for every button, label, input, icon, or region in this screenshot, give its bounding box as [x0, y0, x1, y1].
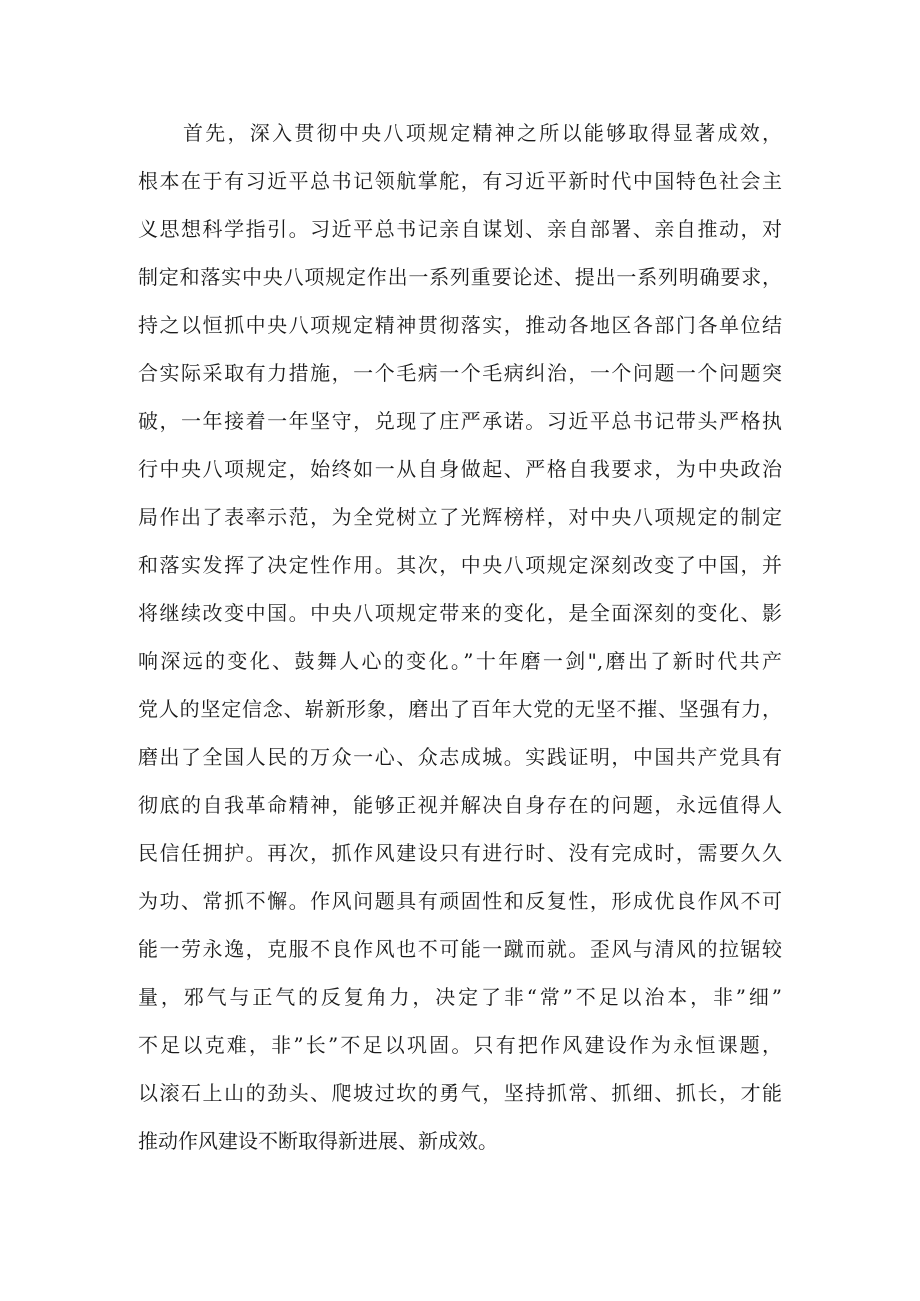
- paragraph-line: 响深远的变化、鼓舞人心的变化。”十年磨一剑",磨出了新时代共产: [138, 649, 782, 673]
- paragraph-line: 量，邪气与正气的反复角力，决定了非“常”不足以治本，非”细”: [138, 985, 782, 1009]
- paragraph-line: 磨出了全国人民的万众一心、众志成城。实践证明，中国共产党具有: [138, 745, 782, 769]
- paragraph-line: 和落实发挥了决定性作用。其次，中央八项规定深刻改变了中国，并: [138, 553, 782, 577]
- paragraph-line: 不足以克难，非”长”不足以巩固。只有把作风建设作为永恒课题，: [138, 1033, 782, 1057]
- body-paragraph: [138, 109, 782, 1165]
- paragraph-line: 党人的坚定信念、崭新形象，磨出了百年大党的无坚不摧、坚强有力，: [138, 697, 782, 721]
- paragraph-line: 彻底的自我革命精神，能够正视并解决自身存在的问题，永远值得人: [138, 793, 782, 817]
- paragraph-line: 以滚石上山的劲头、爬坡过坎的勇气，坚持抓常、抓细、抓长，才能: [138, 1081, 782, 1105]
- paragraph-line: 义思想科学指引。习近平总书记亲自谋划、亲自部署、亲自推动，对: [138, 217, 782, 241]
- paragraph-line: 破，一年接着一年坚守，兑现了庄严承诺。习近平总书记带头严格执: [138, 409, 782, 433]
- paragraph-line: 为功、常抓不懈。作风问题具有顽固性和反复性，形成优良作风不可: [138, 889, 782, 913]
- paragraph-line: 能一劳永逸，克服不良作风也不可能一蹴而就。歪风与清风的拉锯较: [138, 937, 782, 961]
- paragraph-line: 行中央八项规定，始终如一从自身做起、严格自我要求，为中央政治: [138, 457, 782, 481]
- paragraph-line: 民信任拥护。再次，抓作风建设只有进行时、没有完成时，需要久久: [138, 841, 782, 865]
- paragraph-line: 制定和落实中央八项规定作出一系列重要论述、提出一系列明确要求，: [138, 265, 782, 289]
- paragraph-line: 根本在于有习近平总书记领航掌舵，有习近平新时代中国特色社会主: [138, 169, 782, 193]
- paragraph-line: 推动作风建设不断取得新进展、新成效。: [138, 1129, 498, 1153]
- paragraph-line: 合实际采取有力措施，一个毛病一个毛病纠治，一个问题一个问题突: [138, 361, 782, 385]
- paragraph-line: 首先，深入贯彻中央八项规定精神之所以能够取得显著成效，: [183, 121, 782, 145]
- paragraph-line: 局作出了表率示范，为全党树立了光辉榜样，对中央八项规定的制定: [138, 505, 782, 529]
- paragraph-line: 将继续改变中国。中央八项规定带来的变化，是全面深刻的变化、影: [138, 601, 782, 625]
- paragraph-line: 持之以恒抓中央八项规定精神贯彻落实，推动各地区各部门各单位结: [138, 313, 782, 337]
